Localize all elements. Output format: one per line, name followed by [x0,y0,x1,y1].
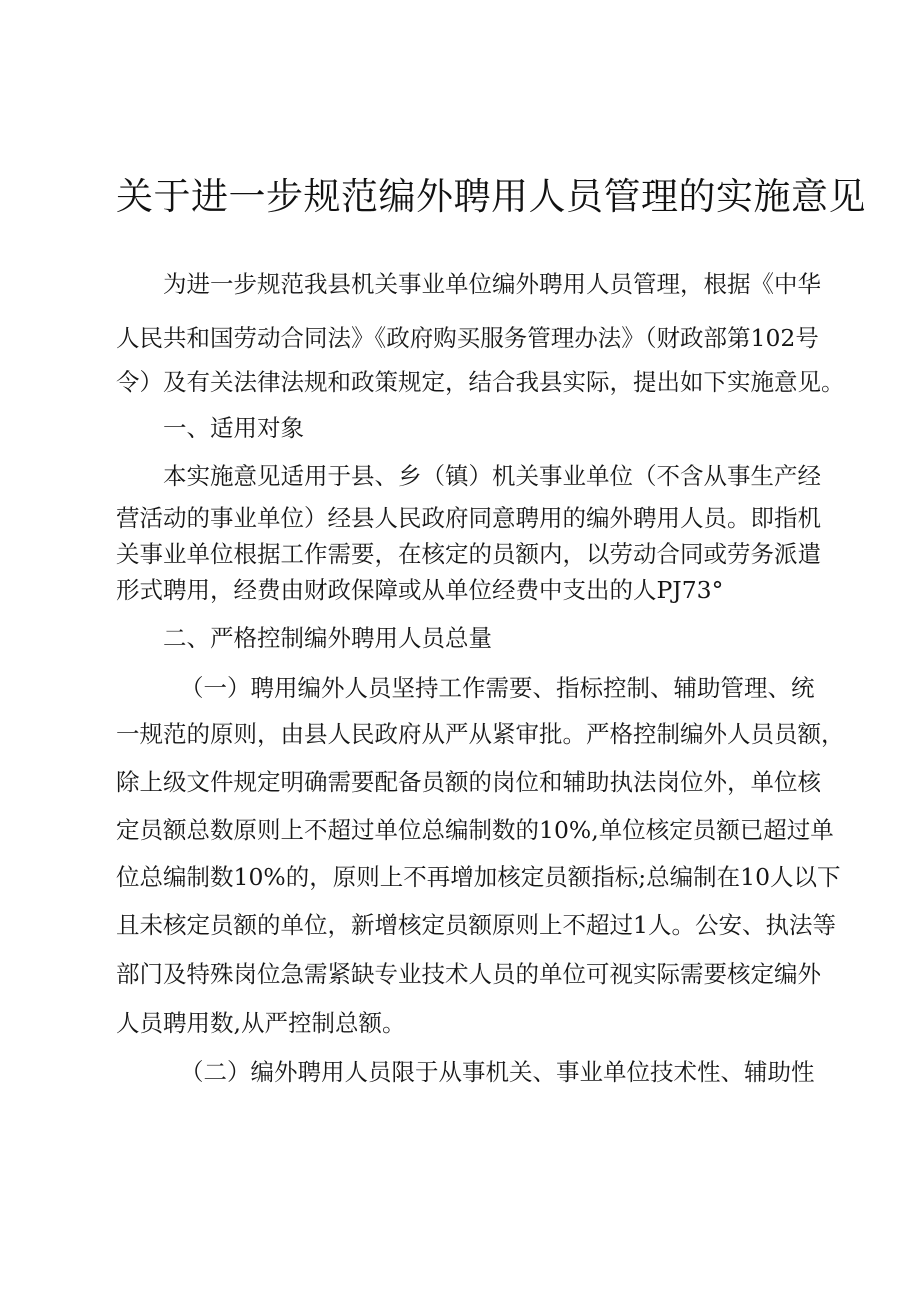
paragraph-line: 且未核定员额的单位，新增核定员额原则上不超过1人。公安、执法等 [116,911,836,939]
paragraph-line: （二）编外聘用人员限于从事机关、事业单位技术性、辅助性 [180,1058,815,1086]
paragraph-line: 关事业单位根据工作需要，在核定的员额内，以劳动合同或劳务派遣 [116,540,821,568]
paragraph-line: 营活动的事业单位）经县人民政府同意聘用的编外聘用人员。即指机 [116,504,821,532]
paragraph-line: 令）及有关法律法规和政策规定，结合我县实际，提出如下实施意见。 [116,368,845,396]
section-heading: 二、严格控制编外聘用人员总量 [163,624,492,652]
paragraph-line: 为进一步规范我县机关事业单位编外聘用人员管理，根据《中华 [163,270,821,298]
paragraph-line: 本实施意见适用于县、乡（镇）机关事业单位（不含从事生产经 [163,462,821,490]
paragraph-line: 定员额总数原则上不超过单位总编制数的10%,单位核定员额已超过单 [116,816,834,844]
paragraph-line: 形式聘用，经费由财政保障或从单位经费中支出的人PJ73° [116,576,724,604]
paragraph-line: 人民共和国劳动合同法》《政府购买服务管理办法》（财政部第102号 [116,324,819,352]
document-title: 关于进一步规范编外聘用人员管理的实施意见 [116,175,866,218]
paragraph-line: 人员聘用数,从严控制总额。 [116,1009,406,1037]
paragraph-line: （一）聘用编外人员坚持工作需要、指标控制、辅助管理、统 [180,674,815,702]
section-heading: 一、适用对象 [163,414,304,442]
paragraph-line: 一规范的原则，由县人民政府从严从紧审批。严格控制编外人员员额， [116,720,845,748]
paragraph-line: 位总编制数10%的，原则上不再增加核定员额指标;总编制在10人以下 [116,863,841,891]
paragraph-line: 部门及特殊岗位急需紧缺专业技术人员的单位可视实际需要核定编外 [116,960,821,988]
paragraph-line: 除上级文件规定明确需要配备员额的岗位和辅助执法岗位外，单位核 [116,768,821,796]
